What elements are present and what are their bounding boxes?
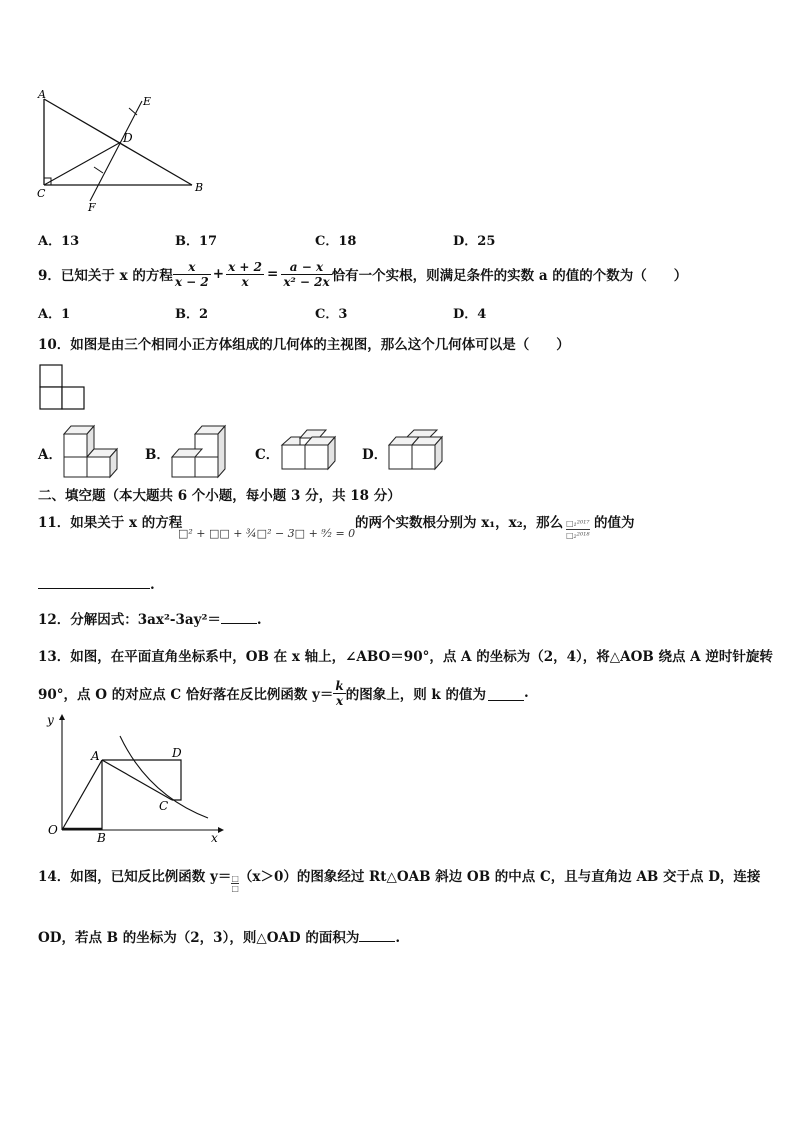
triangle-figure bbox=[30, 85, 220, 215]
q9-equals: = bbox=[267, 266, 279, 282]
q9-prefix: 9．已知关于 x 的方程 bbox=[38, 268, 173, 284]
label-O: O bbox=[48, 823, 58, 837]
q13-line-1: 13．如图，在平面直角坐标系中，OB 在 x 轴上，∠ABO＝90°，点 A 的坐标为（2，4），将△AOB 绕点 A 逆时针旋转 bbox=[38, 649, 773, 665]
option-b-solid bbox=[168, 422, 230, 480]
q10-option-c: C． bbox=[255, 447, 280, 463]
q12-blank[interactable] bbox=[221, 609, 257, 624]
label-D: D bbox=[123, 131, 133, 145]
q11-end: 的值为 bbox=[594, 515, 635, 531]
q10-option-d: D． bbox=[362, 447, 388, 463]
q14-blank[interactable] bbox=[359, 927, 395, 942]
q9-option-c: C．3 bbox=[315, 307, 348, 322]
q9-fraction-1: $\frac{x}{x - 2}$ bbox=[174, 259, 209, 289]
question-10: 10．如图是由三个相同小正方体组成的几何体的主视图，那么这个几何体可以是（ ） bbox=[38, 337, 570, 353]
q8-option-d: D．25 bbox=[453, 234, 496, 249]
q9-plus: + bbox=[212, 266, 225, 282]
label-F: F bbox=[88, 201, 96, 214]
front-view-figure bbox=[38, 363, 90, 413]
q9-suffix: 恰有一个实根，则满足条件的实数 a 的值的个数为（ ） bbox=[331, 268, 688, 284]
q14-fraction: □ □ bbox=[231, 873, 239, 893]
coordinate-figure bbox=[38, 710, 228, 845]
q10-option-b: B． bbox=[145, 447, 170, 463]
q11-prefix: 11．如果关于 x 的方程 bbox=[38, 515, 183, 531]
q14-line-2: OD，若点 B 的坐标为（2，3），则△OAD 的面积为 . bbox=[38, 926, 400, 946]
label-E: E bbox=[143, 95, 152, 108]
q13-blank[interactable] bbox=[488, 686, 524, 701]
option-a-solid bbox=[60, 422, 122, 480]
q9-option-a: A．1 bbox=[38, 307, 71, 322]
label-y: y bbox=[47, 713, 54, 727]
q9-fraction-3: $\frac{a - x}{\text{x² − 2x}}$ bbox=[283, 259, 330, 289]
q9-option-d: D．4 bbox=[453, 307, 487, 322]
q11-suffix: 的两个实数根分别为 x₁，x₂，那么 bbox=[355, 515, 564, 531]
q11-ratio: □₁²⁰¹⁷ □₂²⁰¹⁸ bbox=[566, 519, 590, 540]
label-C: C bbox=[37, 187, 46, 200]
q9-option-b: B．2 bbox=[175, 307, 209, 322]
section-heading-fill-in: 二、填空题（本大题共 6 个小题，每小题 3 分，共 18 分） bbox=[38, 488, 401, 504]
label-C2: C bbox=[159, 799, 169, 813]
q8-option-c: C．18 bbox=[315, 234, 357, 249]
q8-option-b: B．17 bbox=[175, 234, 218, 249]
q11-blank[interactable] bbox=[38, 574, 150, 589]
label-D2: D bbox=[172, 746, 182, 760]
q11-answer-line: . bbox=[38, 574, 155, 593]
label-A2: A bbox=[91, 749, 100, 763]
q13-k-over-x: $\frac{k}{x}$ bbox=[335, 678, 344, 708]
q9-fraction-2: $\frac{x + 2}{x}$ bbox=[228, 259, 262, 289]
option-c-solid bbox=[278, 428, 338, 474]
label-A: A bbox=[38, 88, 46, 101]
question-9 bbox=[38, 256, 687, 292]
label-B2: B bbox=[97, 831, 106, 845]
q8-option-a: A．13 bbox=[38, 234, 80, 249]
option-d-solid bbox=[385, 428, 451, 474]
label-B: B bbox=[195, 181, 204, 194]
q10-option-a: A． bbox=[38, 447, 62, 463]
label-x: x bbox=[211, 831, 218, 845]
q11-equation: □² + □□ + ¾□² − 3□ + ⁹⁄₂ = 0 bbox=[178, 527, 356, 540]
q14-line-1: 14．如图，已知反比例函数 y＝ □ □ （x＞0）的图象经过 Rt△OAB 斜边 OB 的中点 C，且与直角边 AB 交于点 D，连接 bbox=[38, 869, 761, 893]
q13-line-2: 90°，点 O 的对应点 C 恰好落在反比例函数 y＝ $\frac{k}{x}$ 的图象上，则 k 的值为 . bbox=[38, 678, 529, 708]
question-12: 12．分解因式：3ax²-3ay²＝ . bbox=[38, 608, 262, 628]
